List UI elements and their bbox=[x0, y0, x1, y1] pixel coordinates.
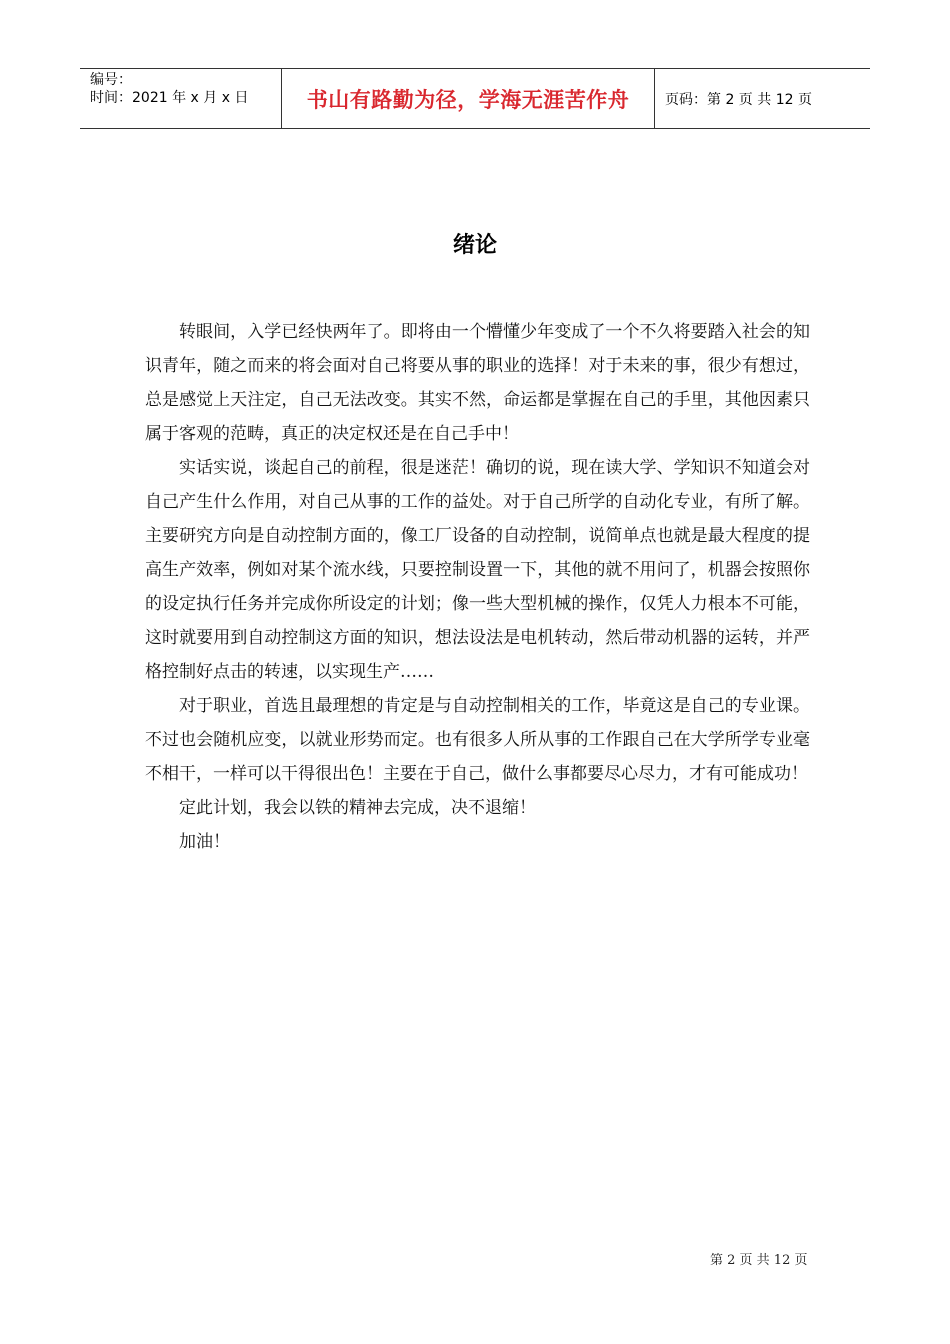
header-page-info: 页码：第 2 页 共 12 页 bbox=[665, 91, 812, 108]
paragraph: 对于职业，首选且最理想的肯定是与自动控制相关的工作，毕竟这是自己的专业课。不过也会随机应变，以就业形势而定。也有很多人所从事的工作跟自己在大学所学专业毫不相干，一样可以干得很出色！主要在于自己，做什么事都要尽心尽力，才有可能成功！ bbox=[145, 696, 810, 784]
paragraph: 实话实说，谈起自己的前程，很是迷茫！确切的说，现在读大学、学知识不知道会对自己产生什么作用，对自己从事的工作的益处。对于自己所学的自动化专业，有所了解。主要研究方向是自动控制方面的，像工厂设备的自动控制，说简单点也就是最大程度的提高生产效率，例如对某个流水线，只要控制设置一下，其他的就不用问了，机器会按照你的设定执行任务并完成你所设定的计划；像一些大型机械的操作，仅凭人力根本不可能，这时就要用到自动控制这方面的知识，想法设法是电机转动，然后带动机器的运转，并严格控制好点击的转速，以实现生产…… bbox=[145, 458, 810, 682]
document-title: 绪论 bbox=[452, 233, 497, 258]
header-motto: 书山有路勤为径，学海无涯苦作舟 bbox=[281, 69, 655, 128]
document-body bbox=[145, 315, 810, 859]
paragraph: 定此计划，我会以铁的精神去完成，决不退缩！ bbox=[179, 798, 536, 818]
page-footer: 第 2 页 共 12 页 bbox=[710, 1253, 808, 1268]
header-meta bbox=[80, 69, 281, 128]
header-time-label: 时间：2021 年 x 月 x 日 bbox=[90, 90, 249, 106]
header-number-label: 编号： bbox=[90, 72, 132, 88]
page-header bbox=[80, 68, 870, 129]
paragraph: 加油！ bbox=[179, 832, 230, 852]
paragraph: 转眼间，入学已经快两年了。即将由一个懵懂少年变成了一个不久将要踏入社会的知识青年，随之而来的将会面对自己将要从事的职业的选择！对于未来的事，很少有想过，总是感觉上天注定，自己无法改变。其实不然，命运都是掌握在自己的手里，其他因素只属于客观的范畴，真正的决定权还是在自己手中！ bbox=[145, 322, 810, 444]
